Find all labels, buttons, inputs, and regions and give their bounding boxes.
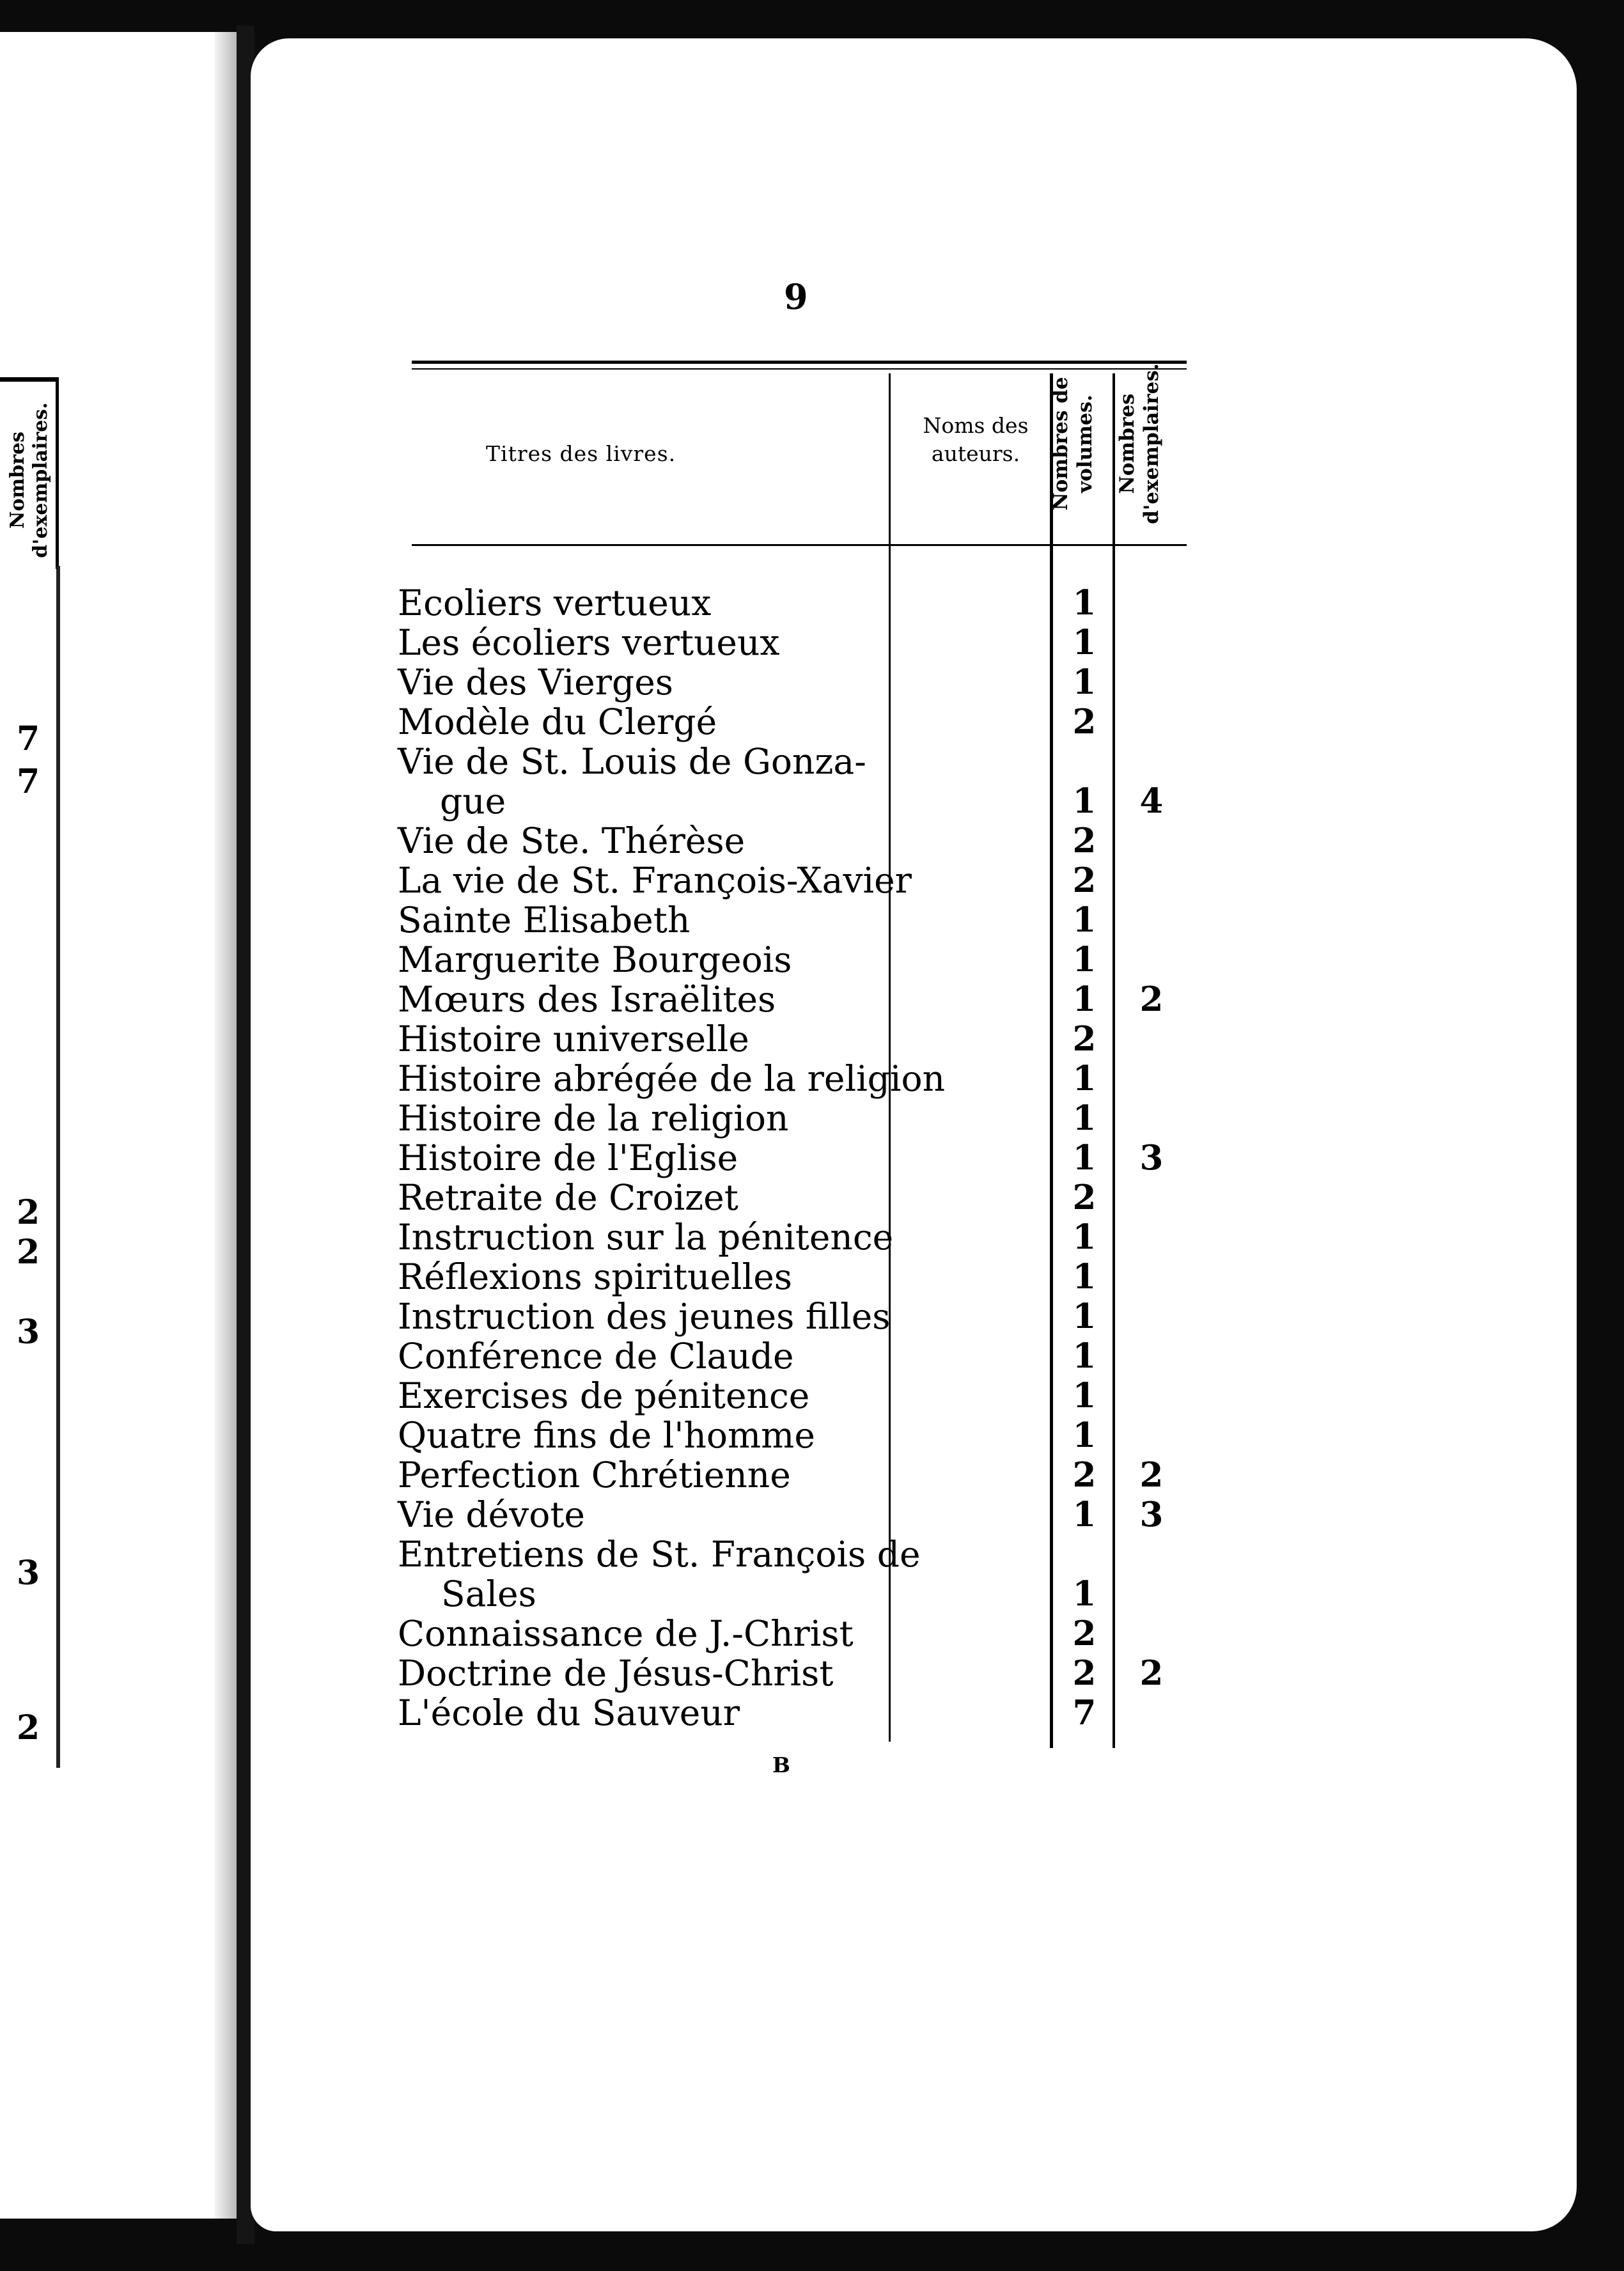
left-page-number: 3 <box>17 1313 40 1352</box>
table-row <box>0 900 1215 940</box>
signature-mark: B <box>772 1752 790 1777</box>
book-title: Quatre fins de l'homme <box>398 1415 815 1456</box>
table-header-rule <box>412 544 1187 546</box>
table-row <box>0 1455 1215 1495</box>
book-title: Histoire universelle <box>398 1018 749 1059</box>
table-row <box>0 1614 1215 1653</box>
left-page-number: 2 <box>17 1233 40 1272</box>
volume-count: 1 <box>1072 1217 1097 1257</box>
header-titles: Titres des livres. <box>486 441 676 466</box>
table-row <box>0 781 1215 821</box>
volume-count: 2 <box>1072 821 1097 861</box>
volume-count: 1 <box>1072 1336 1097 1376</box>
volume-count: 1 <box>1072 1574 1097 1614</box>
page-number: 9 <box>784 276 808 317</box>
volume-count: 7 <box>1072 1693 1097 1733</box>
book-title: Mœurs des Israëlites <box>398 979 776 1020</box>
table-row <box>0 1019 1215 1059</box>
book-title: Histoire de l'Eglise <box>398 1137 738 1178</box>
copy-count: 4 <box>1139 781 1164 821</box>
table-row <box>0 1297 1215 1336</box>
volume-count: 1 <box>1072 1416 1097 1455</box>
volume-count: 2 <box>1072 1653 1097 1693</box>
volume-count: 2 <box>1072 1455 1097 1495</box>
volume-count: 2 <box>1072 702 1097 742</box>
header-copies: Nombres d'exemplaires. <box>1116 363 1163 524</box>
volume-count: 2 <box>1072 861 1097 900</box>
volume-count: 1 <box>1072 1059 1097 1098</box>
book-title: Doctrine de Jésus-Christ <box>398 1653 834 1694</box>
volume-count: 1 <box>1072 781 1097 821</box>
copy-count: 3 <box>1139 1495 1164 1534</box>
volume-count: 1 <box>1072 1495 1097 1534</box>
book-title: Modèle du Clergé <box>398 701 717 742</box>
book-title: gue <box>440 781 506 822</box>
book-title: La vie de St. François-Xavier <box>398 860 912 901</box>
left-page-header <box>0 377 59 569</box>
book-title: Retraite de Croizet <box>398 1177 738 1218</box>
table-row <box>0 1059 1215 1098</box>
table-row <box>0 1257 1215 1297</box>
table-row <box>0 583 1215 623</box>
table-row <box>0 623 1215 662</box>
table-row <box>0 1416 1215 1455</box>
left-page-number: 2 <box>17 1193 40 1232</box>
book-title: Perfection Chrétienne <box>398 1455 791 1495</box>
book-title: Entretiens de St. François de <box>398 1534 921 1575</box>
volume-count: 1 <box>1072 1138 1097 1178</box>
book-title: Exercises de pénitence <box>398 1375 810 1416</box>
volume-count: 2 <box>1072 1614 1097 1653</box>
left-page-number: 2 <box>17 1708 40 1747</box>
table-row <box>0 1336 1215 1376</box>
header-authors: Noms des auteurs. <box>923 413 1029 466</box>
table-row <box>0 1178 1215 1217</box>
volume-count: 1 <box>1072 583 1097 623</box>
header-volumes: Nombres de volumes. <box>1049 377 1097 511</box>
volume-count: 1 <box>1072 1098 1097 1138</box>
book-title: Histoire de la religion <box>398 1098 789 1139</box>
book-title: Instruction sur la pénitence <box>398 1217 894 1258</box>
copy-count: 2 <box>1139 1653 1164 1693</box>
volume-count: 1 <box>1072 979 1097 1019</box>
table-row <box>0 1495 1215 1534</box>
table-row <box>0 662 1215 702</box>
book-title: L'école du Sauveur <box>398 1692 740 1733</box>
table-row <box>0 1534 1215 1574</box>
table-row <box>0 940 1215 979</box>
volume-count: 1 <box>1072 1257 1097 1297</box>
volume-count: 1 <box>1072 900 1097 940</box>
left-page-header-label: Nombres d'exemplaires. <box>6 402 52 558</box>
book-title: Vie de Ste. Thérèse <box>398 820 746 861</box>
book-title: Réflexions spirituelles <box>398 1256 792 1297</box>
volume-count: 1 <box>1072 1376 1097 1416</box>
table-row <box>0 979 1215 1019</box>
table-row <box>0 1574 1215 1614</box>
left-page-number: 7 <box>17 719 40 758</box>
table-row <box>0 1693 1215 1733</box>
book-title: Histoire abrégée de la religion <box>398 1058 945 1099</box>
book-title: Connaissance de J.-Christ <box>398 1613 854 1654</box>
volume-count: 2 <box>1072 1019 1097 1059</box>
table-row <box>0 1376 1215 1416</box>
book-title: Marguerite Bourgeois <box>398 939 792 980</box>
volume-count: 1 <box>1072 623 1097 662</box>
table-row <box>0 1217 1215 1257</box>
volume-count: 1 <box>1072 940 1097 979</box>
left-page-number: 7 <box>17 762 40 801</box>
volume-count: 2 <box>1072 1178 1097 1217</box>
volume-count: 1 <box>1072 1297 1097 1336</box>
table-row <box>0 821 1215 861</box>
book-title: Vie des Vierges <box>398 662 674 703</box>
volume-count: 1 <box>1072 662 1097 702</box>
book-title: Les écoliers vertueux <box>398 622 780 663</box>
left-page-number: 3 <box>17 1554 40 1593</box>
copy-count: 3 <box>1139 1138 1164 1178</box>
table-row <box>0 1653 1215 1693</box>
book-title: Ecoliers vertueux <box>398 582 712 623</box>
table-row <box>0 702 1215 742</box>
table-row <box>0 742 1215 781</box>
copy-count: 2 <box>1139 1455 1164 1495</box>
book-title: Instruction des jeunes filles <box>398 1296 891 1337</box>
table-row <box>0 1138 1215 1178</box>
book-title: Sales <box>441 1573 536 1614</box>
table-row <box>0 861 1215 900</box>
book-title: Conférence de Claude <box>398 1336 794 1377</box>
book-title: Vie dévote <box>398 1494 585 1535</box>
table-row <box>0 1098 1215 1138</box>
book-title: Sainte Elisabeth <box>398 900 691 940</box>
copy-count: 2 <box>1139 979 1164 1019</box>
book-title: Vie de St. Louis de Gonza- <box>398 741 866 782</box>
